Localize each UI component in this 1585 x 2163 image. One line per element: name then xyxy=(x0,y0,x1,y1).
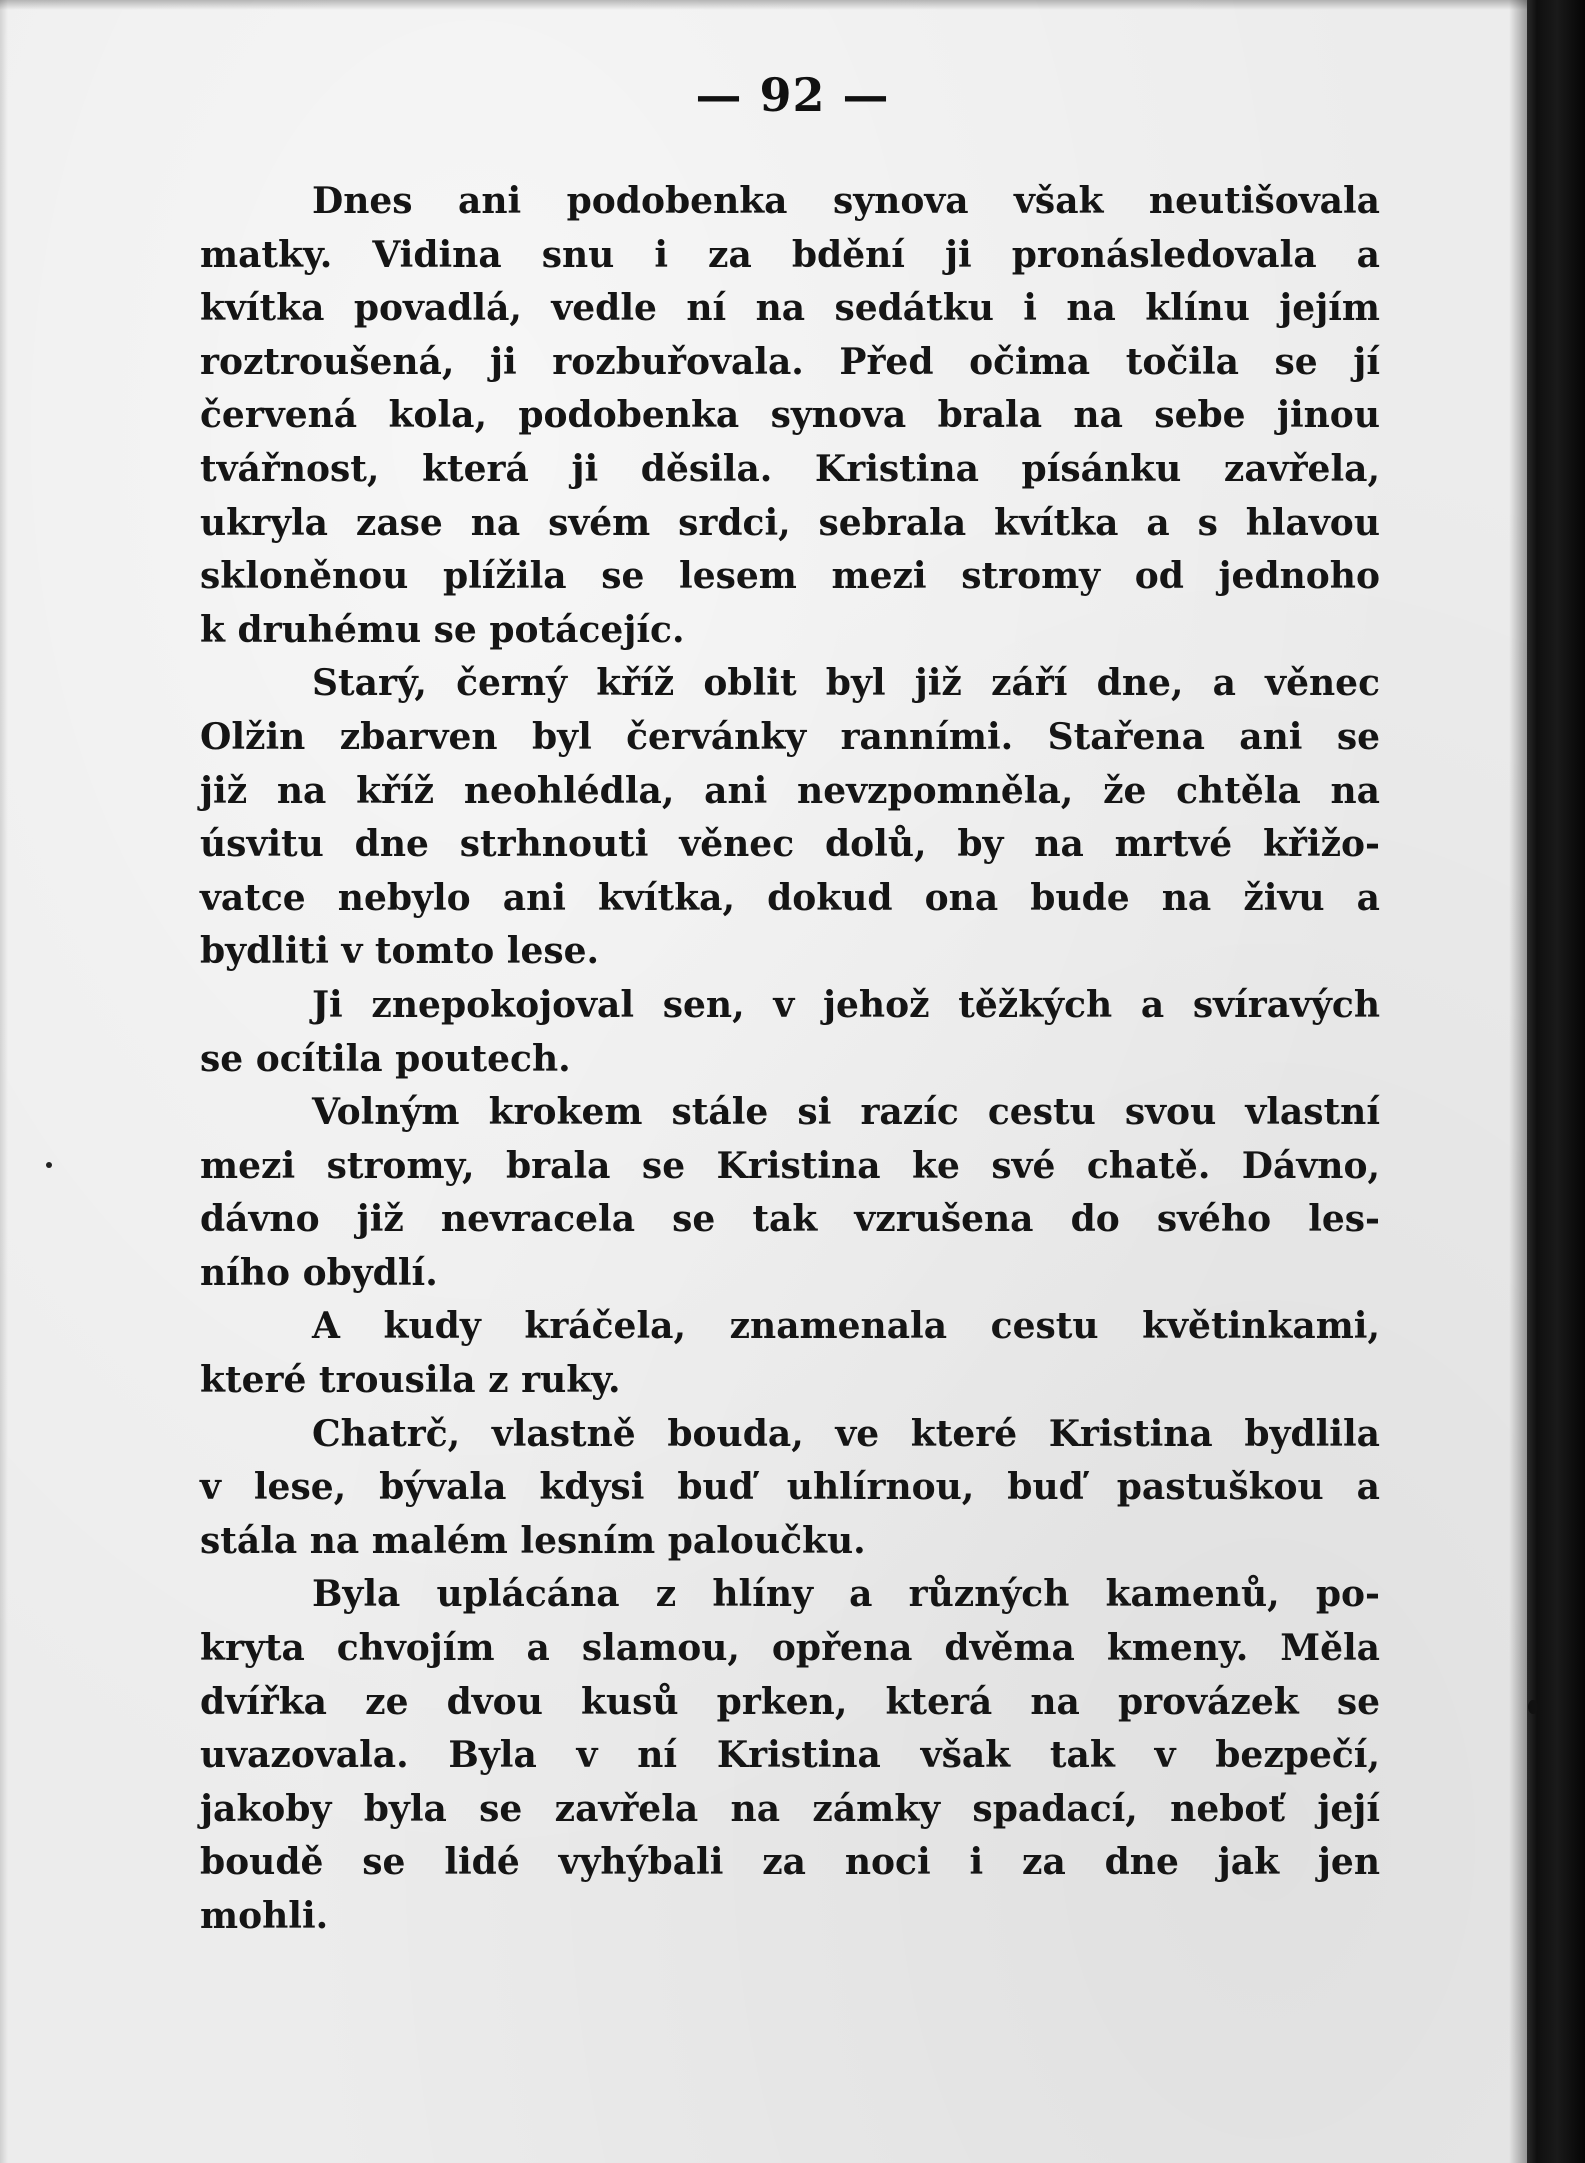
text-line: kvítka povadlá, vedle ní na sedátku i na klínu jejím xyxy=(200,287,1380,330)
paragraph xyxy=(200,979,1380,1086)
page-top-shadow xyxy=(0,0,1585,10)
text-line: skloněnou plížila se lesem mezi stromy od jednoho xyxy=(200,555,1380,598)
text-line: tvářnost, která ji děsila. Kristina písánku zavřela, xyxy=(200,447,1380,490)
book-spine-edge xyxy=(1527,0,1585,2163)
paragraph xyxy=(200,1408,1380,1569)
body-text xyxy=(200,175,1380,1944)
text-line: Olžin zbarven byl červánky ranními. Stařena ani se xyxy=(200,715,1380,758)
text-line: Volným krokem stále si razíc cestu svou vlastní xyxy=(312,1091,1380,1134)
page-left-shadow xyxy=(0,0,8,2163)
paragraph xyxy=(200,175,1380,657)
text-line: úsvitu dne strhnouti věnec dolů, by na mrtvé křižo- xyxy=(200,823,1380,866)
paragraph xyxy=(200,657,1380,979)
text-line: Ji znepokojoval sen, v jehož těžkých a svíravých xyxy=(312,983,1380,1026)
text-line: bydliti v tomto lese. xyxy=(200,930,600,973)
paragraph xyxy=(200,1086,1380,1300)
text-line: Starý, černý kříž oblit byl již září dne, a věnec xyxy=(312,662,1380,705)
text-line: které trousila z ruky. xyxy=(200,1359,621,1402)
text-line: se ocítila poutech. xyxy=(200,1037,571,1080)
text-line: Chatrč, vlastně bouda, ve které Kristina bydlila xyxy=(312,1412,1380,1455)
text-line: dávno již nevracela se tak vzrušena do svého les- xyxy=(200,1198,1380,1241)
text-line: v lese, bývala kdysi buď uhlírnou, buď pastuškou a xyxy=(200,1466,1380,1509)
text-line: již na kříž neohlédla, ani nevzpomněla, že chtěla na xyxy=(200,769,1380,812)
page-number: — 92 — xyxy=(695,68,890,122)
text-line: ního obydlí. xyxy=(200,1251,438,1294)
text-line: kryta chvojím a slamou, opřena dvěma kmeny. Měla xyxy=(200,1627,1380,1670)
text-line: mezi stromy, brala se Kristina ke své chatě. Dávno, xyxy=(200,1144,1380,1187)
text-line: červená kola, podobenka synova brala na sebe jinou xyxy=(200,394,1380,437)
text-line: ukryla zase na svém srdci, sebrala kvítka a s hlavou xyxy=(200,501,1380,544)
spine-shadow xyxy=(1509,0,1527,2163)
text-line: k druhému se potácejíc. xyxy=(200,608,685,651)
text-line: jakoby byla se zavřela na zámky spadací, neboť její xyxy=(200,1787,1380,1830)
text-line: boudě se lidé vyhýbali za noci i za dne jak jen xyxy=(200,1841,1380,1884)
text-line: mohli. xyxy=(200,1895,329,1937)
paragraph xyxy=(200,1300,1380,1407)
paragraph xyxy=(200,1568,1380,1943)
text-line: uvazovala. Byla v ní Kristina však tak v bezpečí, xyxy=(200,1734,1380,1777)
text-line: matky. Vidina snu i za bdění ji pronásledovala a xyxy=(200,233,1380,276)
text-line: Byla uplácána z hlíny a různých kamenů, po- xyxy=(312,1573,1380,1616)
text-line: roztroušená, ji rozbuřovala. Před očima točila se jí xyxy=(200,340,1380,383)
text-line: stála na malém lesním paloučku. xyxy=(200,1519,866,1562)
text-line: dvířka ze dvou kusů prken, která na provázek se xyxy=(200,1680,1380,1723)
text-line: vatce nebylo ani kvítka, dokud ona bude na živu a xyxy=(200,876,1380,919)
scan-speck xyxy=(46,1162,52,1168)
text-line: A kudy kráčela, znamenala cestu květinkami, xyxy=(312,1305,1380,1348)
scan-speck xyxy=(1528,1700,1538,1714)
text-line: Dnes ani podobenka synova však neutišovala xyxy=(312,180,1380,222)
